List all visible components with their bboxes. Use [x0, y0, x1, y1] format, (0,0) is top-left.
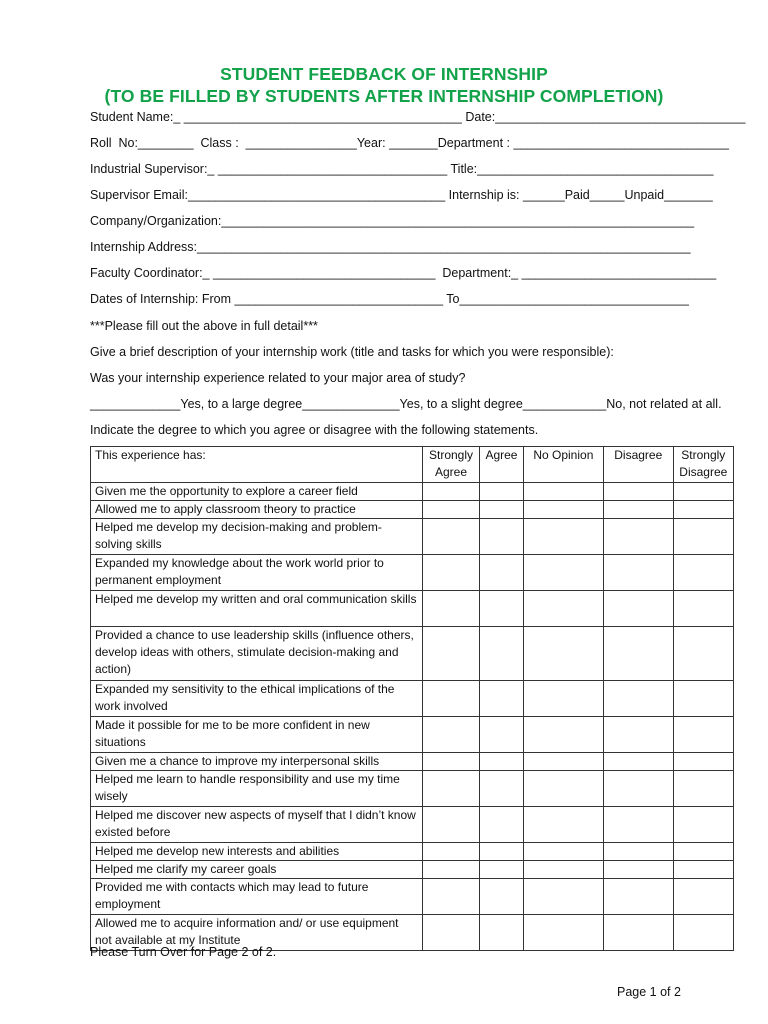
strongly-disagree-cell[interactable] [673, 681, 733, 717]
strongly-agree-cell[interactable] [422, 627, 479, 681]
table-row [91, 843, 734, 861]
table-row [91, 501, 734, 519]
statement-text: Helped me discover new aspects of myself that I didn’t know existed before [91, 807, 423, 843]
no-opinion-cell[interactable] [523, 879, 603, 915]
agree-cell[interactable] [480, 717, 524, 753]
roll-class-year-department-field[interactable]: Roll No:________ Class : ________________Year: _______Department : _______________________________ [90, 136, 729, 150]
table-row [91, 519, 734, 555]
table-row [91, 627, 734, 681]
table-header-row [91, 447, 734, 483]
agree-cell[interactable] [480, 807, 524, 843]
internship-address-field[interactable]: Internship Address:_______________________________________________________________________ [90, 240, 691, 254]
strongly-agree-cell[interactable] [422, 555, 479, 591]
disagree-cell[interactable] [603, 915, 673, 951]
disagree-cell[interactable] [603, 681, 673, 717]
agree-cell[interactable] [480, 681, 524, 717]
strongly-agree-cell[interactable] [422, 681, 479, 717]
table-row [91, 861, 734, 879]
no-opinion-cell[interactable] [523, 807, 603, 843]
strongly-agree-cell[interactable] [422, 753, 479, 771]
form-subtitle: (TO BE FILLED BY STUDENTS AFTER INTERNSHIP COMPLETION) [104, 86, 664, 106]
agree-cell[interactable] [480, 771, 524, 807]
table-row [91, 753, 734, 771]
no-opinion-cell[interactable] [523, 627, 603, 681]
strongly-agree-cell[interactable] [422, 483, 479, 501]
major-related-question: Was your internship experience related to your major area of study? [90, 371, 466, 385]
turn-over-note: Please Turn Over for Page 2 of 2. [90, 945, 277, 959]
statement-text: Helped me learn to handle responsibility and use my time wisely [91, 771, 423, 807]
statement-text: Helped me develop my written and oral communication skills [91, 591, 423, 627]
agree-cell[interactable] [480, 555, 524, 591]
page-number: Page 1 of 2 [617, 985, 681, 999]
no-opinion-cell[interactable] [523, 915, 603, 951]
internship-dates-field[interactable]: Dates of Internship: From ______________________________ To_________________________________ [90, 292, 689, 306]
agree-cell[interactable] [480, 861, 524, 879]
statement-text: Given me the opportunity to explore a career field [91, 483, 423, 501]
fill-details-note: ***Please fill out the above in full detail*** [90, 319, 318, 333]
disagree-cell[interactable] [603, 807, 673, 843]
table-row [91, 555, 734, 591]
header-agree: Agree [480, 447, 524, 483]
table-row [91, 483, 734, 501]
strongly-disagree-cell[interactable] [673, 879, 733, 915]
agree-cell[interactable] [480, 879, 524, 915]
agree-cell[interactable] [480, 843, 524, 861]
strongly-agree-cell[interactable] [422, 807, 479, 843]
no-opinion-cell[interactable] [523, 519, 603, 555]
header-no-opinion: No Opinion [523, 447, 603, 483]
header-disagree: Disagree [603, 447, 673, 483]
feedback-table [90, 446, 734, 951]
statement-text: Expanded my sensitivity to the ethical implications of the work involved [91, 681, 423, 717]
disagree-cell[interactable] [603, 483, 673, 501]
no-opinion-cell[interactable] [523, 555, 603, 591]
strongly-agree-cell[interactable] [422, 591, 479, 627]
table-row [91, 807, 734, 843]
disagree-cell[interactable] [603, 753, 673, 771]
strongly-disagree-cell[interactable] [673, 501, 733, 519]
strongly-disagree-cell[interactable] [673, 591, 733, 627]
relation-options[interactable]: _____________Yes, to a large degree______________Yes, to a slight degree____________No, not related at all. [90, 397, 722, 411]
strongly-agree-cell[interactable] [422, 501, 479, 519]
statement-text: Helped me develop new interests and abilities [91, 843, 423, 861]
disagree-cell[interactable] [603, 555, 673, 591]
strongly-disagree-cell[interactable] [673, 915, 733, 951]
strongly-disagree-cell[interactable] [673, 771, 733, 807]
faculty-coordinator-department-field[interactable]: Faculty Coordinator:_ ________________________________ Department:_ ____________________________ [90, 266, 717, 280]
statement-text: Provided a chance to use leadership skills (influence others, develop ideas with others, stimulate decision-making and action) [91, 627, 423, 681]
table-row [91, 591, 734, 627]
disagree-cell[interactable] [603, 519, 673, 555]
strongly-agree-cell[interactable] [422, 915, 479, 951]
strongly-disagree-cell[interactable] [673, 483, 733, 501]
agree-cell[interactable] [480, 915, 524, 951]
no-opinion-cell[interactable] [523, 843, 603, 861]
table-row [91, 717, 734, 753]
statement-text: Allowed me to acquire information and/ or use equipment not available at my Institute [91, 915, 423, 951]
header-strongly-agree: Strongly Agree [422, 447, 479, 483]
supervisor-email-paid-field[interactable]: Supervisor Email:_____________________________________ Internship is: ______Paid_____Unpaid_______ [90, 188, 713, 202]
strongly-agree-cell[interactable] [422, 879, 479, 915]
disagree-cell[interactable] [603, 501, 673, 519]
description-question: Give a brief description of your internship work (title and tasks for which you were responsible): [90, 345, 614, 359]
statement-text: Made it possible for me to be more confident in new situations [91, 717, 423, 753]
agreement-instruction: Indicate the degree to which you agree or disagree with the following statements. [90, 423, 539, 437]
no-opinion-cell[interactable] [523, 771, 603, 807]
statement-text: Helped me develop my decision-making and problem-solving skills [91, 519, 423, 555]
strongly-disagree-cell[interactable] [673, 717, 733, 753]
disagree-cell[interactable] [603, 879, 673, 915]
agree-cell[interactable] [480, 483, 524, 501]
agree-cell[interactable] [480, 591, 524, 627]
header-strongly-disagree: Strongly Disagree [673, 447, 733, 483]
strongly-agree-cell[interactable] [422, 771, 479, 807]
no-opinion-cell[interactable] [523, 591, 603, 627]
statement-text: Allowed me to apply classroom theory to practice [91, 501, 423, 519]
table-row [91, 681, 734, 717]
strongly-disagree-cell[interactable] [673, 519, 733, 555]
table-row [91, 879, 734, 915]
disagree-cell[interactable] [603, 627, 673, 681]
table-row [91, 771, 734, 807]
agree-cell[interactable] [480, 753, 524, 771]
no-opinion-cell[interactable] [523, 717, 603, 753]
disagree-cell[interactable] [603, 843, 673, 861]
strongly-agree-cell[interactable] [422, 843, 479, 861]
statement-text: Given me a chance to improve my interpersonal skills [91, 753, 423, 771]
no-opinion-cell[interactable] [523, 501, 603, 519]
strongly-disagree-cell[interactable] [673, 753, 733, 771]
no-opinion-cell[interactable] [523, 861, 603, 879]
company-organization-field[interactable]: Company/Organization:____________________________________________________________________ [90, 214, 695, 228]
header-statement: This experience has: [91, 447, 423, 483]
statement-text: Expanded my knowledge about the work world prior to permanent employment [91, 555, 423, 591]
agree-cell[interactable] [480, 519, 524, 555]
disagree-cell[interactable] [603, 591, 673, 627]
no-opinion-cell[interactable] [523, 483, 603, 501]
strongly-disagree-cell[interactable] [673, 843, 733, 861]
no-opinion-cell[interactable] [523, 753, 603, 771]
disagree-cell[interactable] [603, 861, 673, 879]
strongly-agree-cell[interactable] [422, 519, 479, 555]
strongly-disagree-cell[interactable] [673, 627, 733, 681]
strongly-disagree-cell[interactable] [673, 555, 733, 591]
no-opinion-cell[interactable] [523, 681, 603, 717]
strongly-agree-cell[interactable] [422, 717, 479, 753]
industrial-supervisor-title-field[interactable]: Industrial Supervisor:_ _________________________________ Title:__________________________________ [90, 162, 714, 176]
disagree-cell[interactable] [603, 717, 673, 753]
strongly-agree-cell[interactable] [422, 861, 479, 879]
statement-text: Provided me with contacts which may lead to future employment [91, 879, 423, 915]
agree-cell[interactable] [480, 501, 524, 519]
student-name-date-field[interactable]: Student Name:_ ________________________________________ Date:____________________________________ [90, 110, 746, 124]
statement-text: Helped me clarify my career goals [91, 861, 423, 879]
agree-cell[interactable] [480, 627, 524, 681]
form-title: STUDENT FEEDBACK OF INTERNSHIP [220, 64, 548, 84]
strongly-disagree-cell[interactable] [673, 807, 733, 843]
disagree-cell[interactable] [603, 771, 673, 807]
strongly-disagree-cell[interactable] [673, 861, 733, 879]
